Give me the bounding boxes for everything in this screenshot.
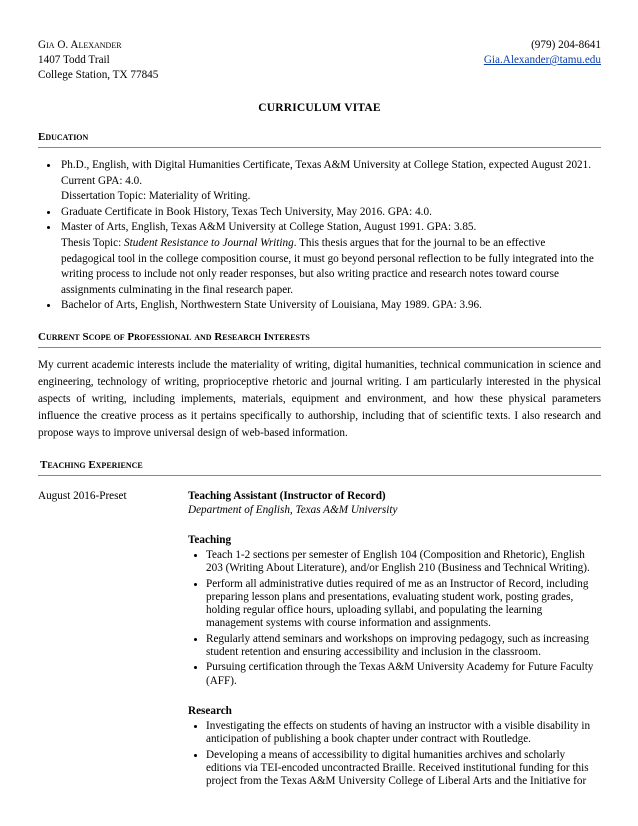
education-item-certificate: • Graduate Certificate in Book History, Texas Tech University, May 2016. GPA: 4.0. — [59, 205, 601, 221]
header-row-3 — [38, 68, 601, 83]
job-details — [188, 489, 601, 790]
education-item-ma: • Master of Arts, English, Texas A&M University at College Station, August 1991. GPA: 3.85. Thesis Topic: Student Resistance to Journal Writing. This thesis argues that for the journal to be an effective pedagogical tool in the college composition course, it must go beyond personal reflection to be fully integrated into the writing process to include not only reader responses, but also writing practice and research notes toward course assignments culminating in the final research paper. — [59, 220, 601, 298]
thesis-title: Student Resistance to Journal Writing — [124, 236, 294, 249]
phone-number: (979) 204-8641 — [531, 39, 601, 51]
education-list — [38, 158, 601, 314]
cv-title: CURRICULUM VITAE — [258, 102, 381, 114]
cv-page — [38, 38, 601, 790]
list-item: • Developing a means of accessibility to digital humanities archives and scholarly editions via TEI-encoded uncontracted Braille. Received institutional funding for this project from the Texas A&M University College of Liberal Arts and the Initiative for — [206, 749, 601, 789]
list-item: • Teach 1-2 sections per semester of English 104 (Composition and Rhetoric), English 203 (Writing About Literature), and/or English 210 (Business and Technical Writing). — [206, 549, 601, 576]
job-date: August 2016-Preset — [38, 489, 127, 502]
list-item: • Regularly attend seminars and workshops on improving pedagogy, such as increasing student retention and ensuring accessibility and inclusion in the classroom. — [206, 633, 601, 660]
education-item-ba: • Bachelor of Arts, English, Northwestern State University of Louisiana, May 1989. GPA: 3.96. — [59, 298, 601, 314]
research-subheading: Research — [188, 704, 232, 717]
teaching-duties-list — [188, 549, 601, 688]
list-item: • Perform all administrative duties required of me as an Instructor of Record, including preparing lesson plans and presentations, evaluating student work, posting grades, holding regular office hours, uploading syllabi, and populating the learning management systems with course information and assignments. — [206, 578, 601, 631]
header-row-1 — [38, 38, 601, 53]
job-position: Teaching Assistant (Instructor of Record) — [188, 489, 386, 502]
author-name: Gia O. Alexander — [38, 39, 122, 51]
job-department: Department of English, Texas A&M University — [188, 503, 398, 516]
header-row-2 — [38, 53, 601, 68]
teaching-heading: Teaching Experience — [38, 459, 601, 476]
street-address: 1407 Todd Trail — [38, 54, 110, 66]
job-entry — [38, 489, 601, 790]
interests-heading: Current Scope of Professional and Research Interests — [38, 331, 601, 348]
email-link[interactable]: Gia.Alexander@tamu.edu — [483, 54, 601, 66]
interests-paragraph: My current academic interests include the materiality of writing, digital humanities, technical communication in science and engineering, technology of writing, proprioceptive rhetoric and journal writing. I am particularly interested in the physical aspects of writing, including implements, materials, equipment and environment, and how these physical parameters influence the creative process as it pertains specifically to authorship, including that of scientific texts. I also research and propose ways to improve universal design of web-based information. — [38, 358, 601, 439]
education-item-phd: • Ph.D., English, with Digital Humanities Certificate, Texas A&M University at College Station, expected August 2021. Current GPA: 4.0. Dissertation Topic: Materiality of Writing. — [59, 158, 601, 205]
city-address: College Station, TX 77845 — [38, 69, 159, 81]
education-heading: Education — [38, 131, 601, 148]
list-item: • Investigating the effects on students of having an instructor with a visible disability in anticipation of publishing a book chapter under contract with Routledge. — [206, 720, 601, 747]
list-item: • Pursuing certification through the Texas A&M University Academy for Future Faculty (AFF). — [206, 661, 601, 688]
research-list — [188, 720, 601, 788]
teaching-subheading: Teaching — [188, 533, 232, 546]
